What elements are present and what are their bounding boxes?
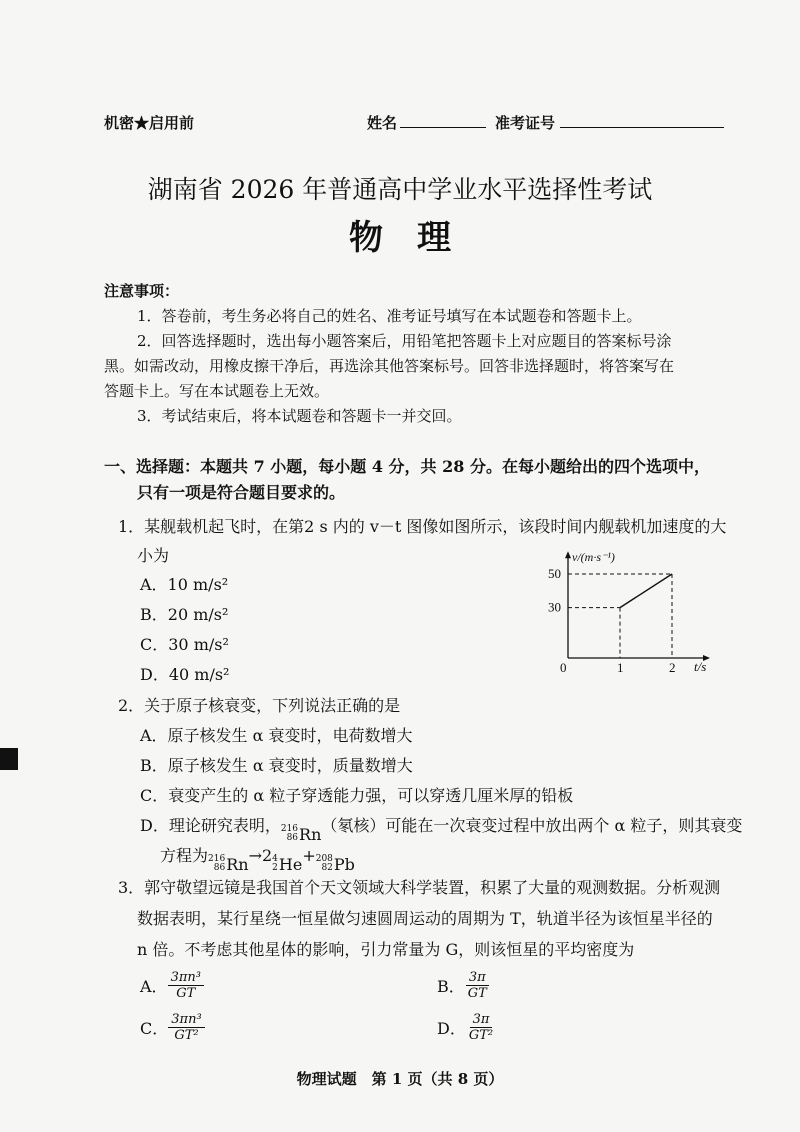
id-label: 准考证号 [495, 114, 556, 132]
q2-d-middle: （氡核）可能在一次衰变过程中放出两个 α 粒子，则其衰变 [321, 816, 743, 835]
q3-stem-line2: 数据表明，某行星绕一恒星做匀速圆周运动的周期为 T，轨道半径为该恒星半径的 [137, 909, 713, 928]
rn-mass: 216 [280, 824, 299, 834]
q3-a-label: A． [140, 977, 168, 996]
q2-stem: 2．关于原子核衰变，下列说法正确的是 [118, 696, 401, 715]
q3-c-denominator: GT² [174, 1028, 199, 1043]
q2-d-prefix: D．理论研究表明， [140, 816, 281, 835]
eq-rn [208, 855, 249, 874]
eq-pb-symbol: Pb [333, 854, 355, 874]
rn-charge: 86 [286, 833, 299, 843]
q2-option-c: C．衰变产生的 α 粒子穿透能力强，可以穿透几厘米厚的铅板 [140, 786, 574, 805]
eq-pb-mass: 208 [315, 854, 333, 864]
q3-d-numerator: 3π [470, 1012, 493, 1028]
eq-plus: + [302, 846, 316, 865]
q1-stem-line1: 1．某舰载机起飞时，在第2 s 内的 v－t 图像如图所示，该段时间内舰载机加速度的大 [118, 517, 727, 536]
q3-b-label: B． [437, 977, 465, 996]
eq-rn-charge: 86 [213, 863, 226, 873]
rn-symbol: Rn [299, 824, 322, 844]
q2-option-a: A．原子核发生 α 衰变时，电荷数增大 [140, 726, 413, 745]
notice-item-2: 2．回答选择题时，选出每小题答案后，用铅笔把答题卡上对应题目的答案标号涂 [137, 332, 672, 350]
y-tick-label: 50 [548, 566, 561, 581]
subject-title: 物 理 [349, 218, 451, 258]
x-axis-label: t/s [694, 659, 707, 674]
q3-a-denominator: GT [176, 986, 196, 1001]
page-footer: 物理试题 第 1 页（共 8 页） [296, 1070, 504, 1088]
exam-title: 湖南省 2026 年普通高中学业水平选择性考试 [147, 175, 653, 204]
name-field[interactable] [400, 127, 486, 128]
eq-rn-symbol: Rn [226, 854, 249, 874]
section-header-line1: 一、选择题：本题共 7 小题，每小题 4 分，共 28 分。在每小题给出的四个选项中， [104, 457, 710, 476]
q1-stem-line2: 小为 [137, 546, 170, 565]
eq-he-mass: 4 [272, 854, 278, 864]
q1-option-b: B．20 m/s² [140, 605, 229, 624]
notice-heading: 注意事项： [104, 282, 180, 300]
q3-option-d [437, 1012, 496, 1043]
x-tick-label: 2 [669, 660, 676, 675]
notice-item-2-cont: 黑。如需改动，用橡皮擦干净后，再选涂其他答案标号。回答非选择题时，将答案写在 [104, 357, 675, 375]
id-field[interactable] [560, 127, 724, 128]
q3-stem-line1: 3．郭守敬望远镜是我国首个天文领域大科学装置，积累了大量的观测数据。分析观测 [118, 878, 721, 897]
q3-c-fraction [168, 1012, 204, 1043]
q3-option-b [437, 970, 490, 1001]
eq-he [272, 855, 302, 874]
y-axis-arrow [565, 551, 571, 558]
velocity-line [620, 574, 672, 608]
q3-b-numerator: 3π [466, 970, 489, 986]
q2-decay-equation [160, 843, 355, 874]
x-tick-label: 1 [617, 660, 624, 675]
section-header-line2: 只有一项是符合题目要求的。 [137, 483, 346, 502]
notice-item-1: 1．答卷前，考生务必将自己的姓名、准考证号填写在本试题卷和答题卡上。 [137, 307, 642, 325]
q3-stem-line3: n 倍。不考虑其他星体的影响，引力常量为 G，则该恒星的平均密度为 [137, 940, 635, 959]
q2-option-d [140, 813, 742, 844]
eq-pb [316, 855, 355, 874]
eq-prefix: 方程为 [160, 846, 209, 865]
q3-b-denominator: GT [467, 986, 487, 1001]
q3-d-denominator: GT² [468, 1028, 494, 1043]
notice-item-2-end: 答题卡上。写在本试题卷上无效。 [104, 382, 330, 400]
q3-option-a [140, 970, 204, 1001]
y-tick-label: 30 [548, 599, 561, 615]
q1-option-a: A．10 m/s² [140, 575, 229, 594]
eq-rn-mass: 216 [208, 854, 226, 864]
notice-item-3: 3．考试结束后，将本试题卷和答题卡一并交回。 [137, 407, 462, 425]
eq-arrow: →2 [248, 846, 273, 865]
q3-a-numerator: 3πn³ [168, 970, 204, 986]
eq-pb-charge: 82 [321, 863, 333, 873]
secret-label: 机密★启用前 [104, 114, 195, 132]
y-axis-label: v/(m·s⁻¹) [572, 550, 615, 565]
q3-d-fraction [466, 1012, 496, 1043]
q3-d-label: D． [437, 1019, 466, 1038]
eq-he-charge: 2 [272, 863, 278, 873]
rn-nuclide [281, 825, 322, 844]
name-label: 姓名 [367, 114, 398, 132]
q1-option-c: C．30 m/s² [140, 635, 229, 654]
q3-a-fraction [168, 970, 204, 1001]
vt-graph [540, 540, 720, 675]
q2-option-b: B．原子核发生 α 衰变时，质量数增大 [140, 756, 413, 775]
q3-b-fraction [465, 970, 490, 1001]
q1-option-d: D．40 m/s² [140, 665, 230, 684]
x-tick-label: 0 [560, 660, 567, 675]
q3-option-c [140, 1012, 205, 1043]
q3-c-label: C． [140, 1019, 169, 1038]
scan-marker [0, 748, 18, 770]
q3-c-numerator: 3πn³ [168, 1012, 204, 1028]
eq-he-symbol: He [278, 854, 303, 874]
